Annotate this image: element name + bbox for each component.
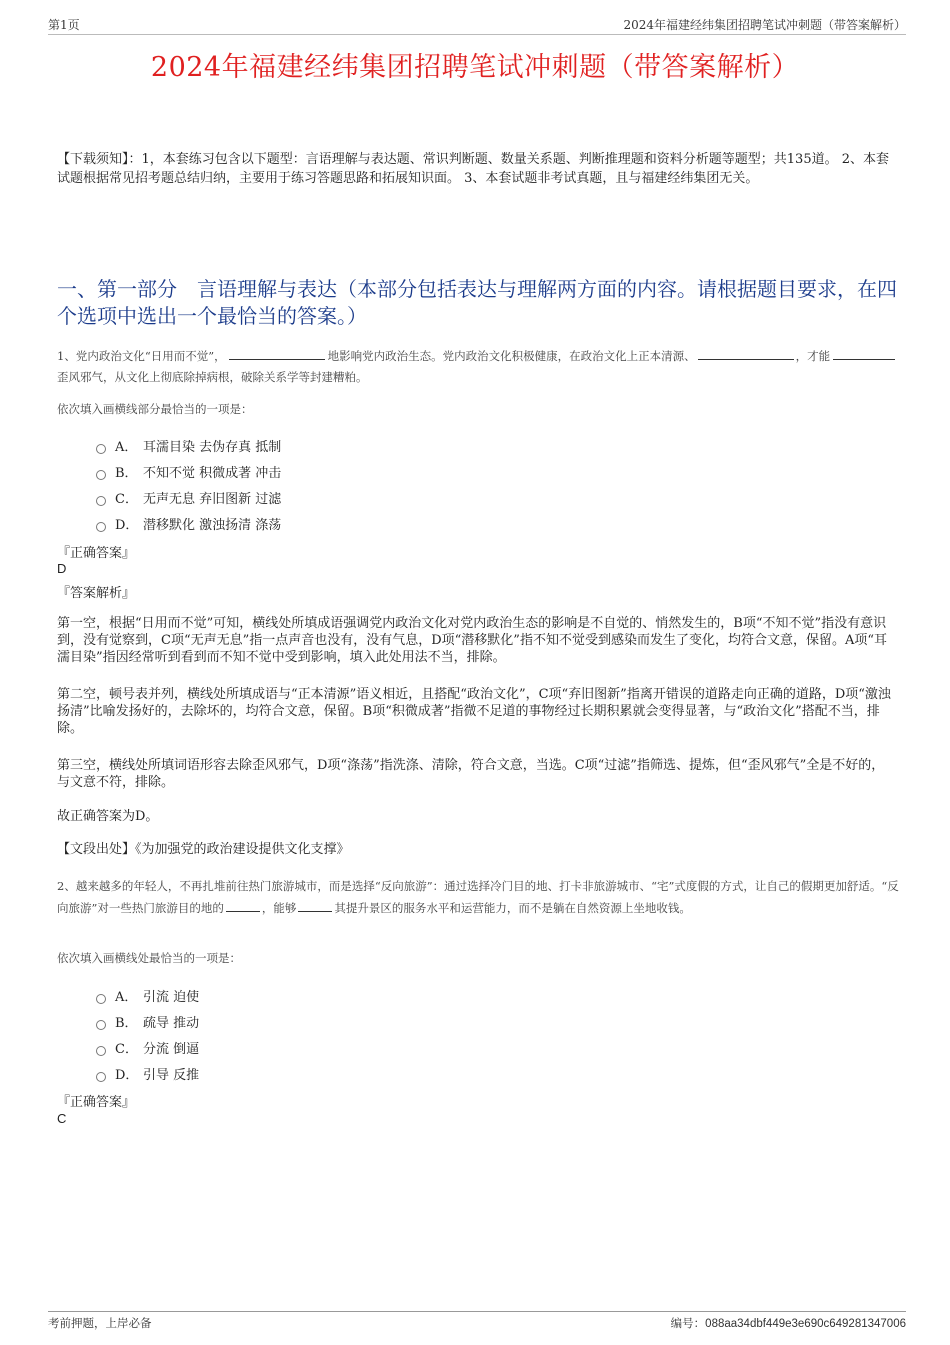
question-1-stem: 1、党内政治文化“日用而不觉”， 地影响党内政治生态。党内政治文化积极健康，在政治文化上正本清源、 ，才能歪风邪气，从文化上彻底除掉病根，破除关系学等封建糟粕。 <box>57 345 905 388</box>
option-d[interactable]: D． 潜移默化 激浊扬清 涤荡 <box>96 510 281 536</box>
question-2-instruction: 依次填入画横线处最恰当的一项是： <box>57 951 241 965</box>
page-footer <box>48 1311 906 1332</box>
blank-2 <box>698 345 794 360</box>
analysis-label: 『答案解析』 <box>57 586 136 601</box>
question-1-options <box>96 432 281 536</box>
blank-3 <box>833 345 895 360</box>
question-2-stem: 2、越来越多的年轻人，不再扎堆前往热门旅游城市，而是选择“反向旅游”：通过选择冷门目的地、打卡非旅游城市、“宅”式度假的方式，让自己的假期更加舒适。“反向旅游”对一些热门旅游目的地的 ，能够 其提升景区的服务水平和运营能力，而不是躺在自然资源上坐地收钱。 <box>57 879 899 915</box>
header-doc-title: 2024年福建经纬集团招聘笔试冲刺题（带答案解析） <box>623 18 906 32</box>
radio-icon[interactable] <box>96 496 106 506</box>
document-title: 2024年福建经纬集团招聘笔试冲刺题（带答案解析） <box>150 52 800 83</box>
option-b[interactable]: B． 不知不觉 积微成著 冲击 <box>96 458 281 484</box>
option-c[interactable]: C． 无声无息 弃旧图新 过滤 <box>96 484 281 510</box>
page-number: 第1页 <box>48 18 80 32</box>
analysis-conclusion: 故正确答案为D。 <box>57 809 159 824</box>
analysis-paragraph-2: 第二空，顿号表并列，横线处所填成语与“正本清源”语义相近，且搭配“政治文化”，C项“弃旧图新”指离开错误的道路走向正确的道路，D项“激浊扬清”比喻发扬好的，去除坏的，均符合文意，保留。B项“积微成著”指微不足道的事物经过长期积累就会变得显著，与“政治文化”搭配不当，排除。 <box>57 687 891 736</box>
section-heading: 一、第一部分 言语理解与表达（本部分包括表达与理解两方面的内容。请根据题目要求，在四个选项中选出一个最恰当的答案。） <box>57 277 897 328</box>
option-c[interactable]: C． 分流 倒逼 <box>96 1034 199 1060</box>
radio-icon[interactable] <box>96 522 106 532</box>
radio-icon[interactable] <box>96 444 106 454</box>
page-header <box>48 14 906 35</box>
option-a[interactable]: A． 引流 迫使 <box>96 982 199 1008</box>
answer-value: C <box>57 1111 67 1126</box>
radio-icon[interactable] <box>96 470 106 480</box>
answer-value: D <box>57 561 67 576</box>
option-b[interactable]: B． 疏导 推动 <box>96 1008 199 1034</box>
answer-label: 『正确答案』 <box>57 1095 136 1110</box>
option-a[interactable]: A． 耳濡目染 去伪存真 抵制 <box>96 432 281 458</box>
footer-slogan: 考前押题，上岸必备 <box>48 1316 152 1330</box>
source-citation: 【文段出处】《为加强党的政治建设提供文化支撑》 <box>57 842 350 857</box>
blank-2 <box>298 897 332 912</box>
blank-1 <box>229 345 325 360</box>
download-notice: 【下载须知】：1，本套练习包含以下题型：言语理解与表达题、常识判断题、数量关系题、判断推理题和资料分析题等题型；共135道。 2、本套试题根据常见招考题总结归纳，主要用于练习答题思路和拓展知识面。 3、本套试题非考试真题，且与福建经纬集团无关。 <box>57 152 889 186</box>
analysis-paragraph-1: 第一空，根据“日用而不觉”可知，横线处所填成语强调党内政治文化对党内政治生态的影响是不自觉的、悄然发生的，B项“不知不觉”指没有意识到，没有觉察到，C项“无声无息”指一点声音也没有，没有气息，D项“潜移默化”指不知不觉受到感染而发生了变化，均符合文意，保留。A项“耳濡目染”指因经常听到看到而不知不觉中受到影响，填入此处用法不当，排除。 <box>57 616 887 665</box>
analysis-paragraph-3: 第三空，横线处所填词语形容去除歪风邪气，D项“涤荡”指洗涤、清除，符合文意，当选。C项“过滤”指筛选、提炼，但“歪风邪气”全是不好的，与文意不符，排除。 <box>57 758 885 790</box>
answer-label: 『正确答案』 <box>57 546 136 561</box>
question-2-options <box>96 982 199 1086</box>
radio-icon[interactable] <box>96 1046 106 1056</box>
blank-1 <box>226 897 260 912</box>
document-code: 编号：088aa34dbf449e3e690c649281347006 <box>670 1316 906 1330</box>
option-d[interactable]: D． 引导 反推 <box>96 1060 199 1086</box>
radio-icon[interactable] <box>96 994 106 1004</box>
question-1-instruction: 依次填入画横线部分最恰当的一项是： <box>57 402 253 416</box>
radio-icon[interactable] <box>96 1072 106 1082</box>
radio-icon[interactable] <box>96 1020 106 1030</box>
